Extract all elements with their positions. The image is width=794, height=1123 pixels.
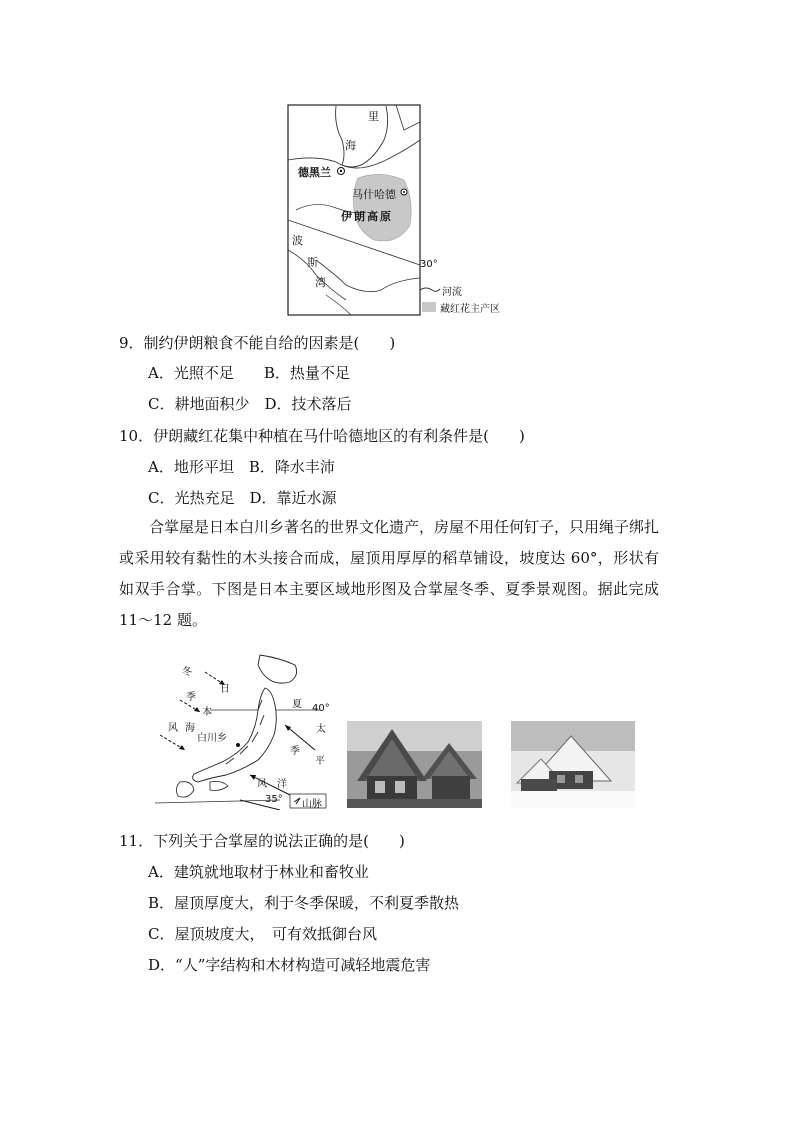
plateau-label: 伊朗高原 <box>341 210 393 223</box>
caspian-label-1: 里 <box>368 110 379 123</box>
summer-house-image <box>347 721 482 808</box>
label-feng-2: 风 <box>257 779 267 790</box>
lat35-label: 35° <box>265 794 283 805</box>
question-11-option-d: D．“人”字结构和木材构造可减轻地震危害 <box>148 956 431 974</box>
tehran-label: 德黑兰 <box>298 166 331 179</box>
question-10-options-cd: C．光热充足 D．靠近水源 <box>148 489 337 507</box>
label-ben: 本 <box>202 707 212 718</box>
label-tai: 太 <box>316 724 326 735</box>
question-11-option-a: A．建筑就地取材于林业和畜牧业 <box>148 863 369 881</box>
question-11-stem: 11．下列关于合掌屋的说法正确的是( ) <box>119 832 405 850</box>
gulf-label-2: 斯 <box>307 256 318 269</box>
label-xia: 夏 <box>292 699 302 710</box>
legend-saffron-label: 藏红花主产区 <box>440 304 500 315</box>
gulf-label-1: 波 <box>292 234 303 247</box>
question-9-stem: 9．制约伊朗粮食不能自给的因素是( ) <box>119 334 396 352</box>
winter-house-image <box>511 721 635 808</box>
passage-text: 合掌屋是日本白川乡著名的世界文化遗产，房屋不用任何钉子，只用绳子绑扎或采用较有黏性的木头接合而成，屋顶用厚厚的稻草铺设，坡度达 60°，形状有如双手合掌。下图是日本主要区域地形图及合掌屋冬季、夏季景观图。据此完成 11～12 题。 <box>119 518 660 629</box>
lat40-label: 40° <box>312 703 330 714</box>
question-10-stem: 10．伊朗藏红花集中种植在马什哈德地区的有利条件是( ) <box>119 427 525 445</box>
label-feng-1: 风 <box>168 723 178 734</box>
gulf-label-3: 湾 <box>315 276 326 289</box>
legend-mountain-label: 山脉 <box>302 799 322 810</box>
label-ji-1: 季 <box>186 692 196 703</box>
label-yang: 洋 <box>277 779 287 790</box>
question-10-options-ab: A．地形平坦 B．降水丰沛 <box>148 458 335 476</box>
shirakawa-label: 白川乡 <box>197 733 227 744</box>
mashhad-label: 马什哈德 <box>352 188 396 201</box>
question-9-options-cd: C．耕地面积少 D．技术落后 <box>148 395 352 413</box>
label-dong: 冬 <box>182 667 192 678</box>
question-11-option-b: B．屋顶厚度大，利于冬季保暖，不利夏季散热 <box>148 894 460 912</box>
label-hai: 海 <box>185 723 195 734</box>
legend-river-label: 河流 <box>442 287 462 298</box>
question-9-options-ab: A．光照不足 B．热量不足 <box>148 364 350 382</box>
caspian-label-2: 海 <box>345 139 356 152</box>
label-ping: 平 <box>315 756 325 767</box>
question-11-option-c: C．屋顶坡度大， 可有效抵御台风 <box>148 925 377 943</box>
label-ri: 日 <box>220 684 230 695</box>
lat30-label: 30° <box>420 259 438 270</box>
label-ji-2: 季 <box>290 746 300 757</box>
